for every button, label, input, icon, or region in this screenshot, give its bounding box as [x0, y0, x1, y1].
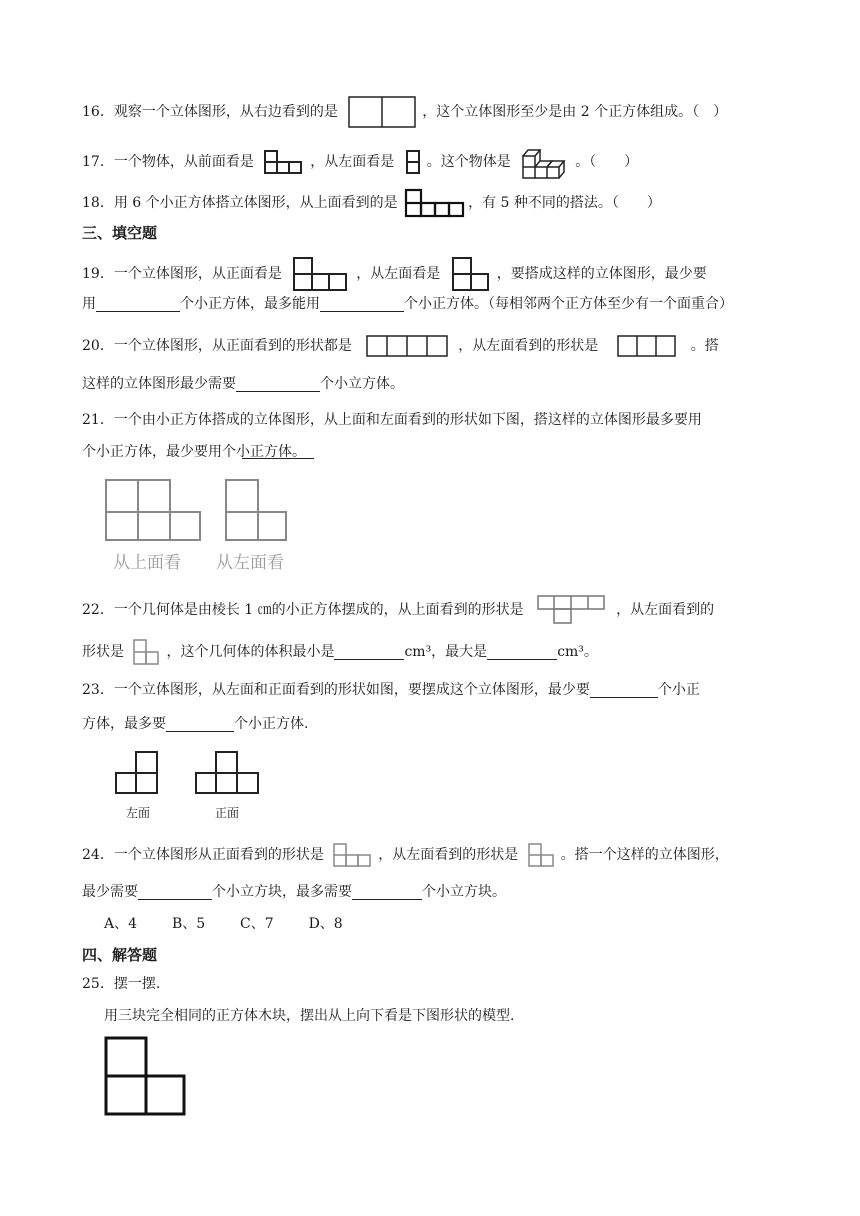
option-c[interactable]: C、7	[240, 916, 274, 932]
three-square-row-icon	[617, 334, 677, 358]
option-b[interactable]: B、5	[171, 916, 206, 932]
question-20: 20．一个立体图形，从正面看到的形状都是 ，从左面看到的形状是 。搭	[82, 334, 719, 358]
question-22: 22．一个几何体是由棱长 1 ㎝的小正方体摆成的，从上面看到的形状是 ，从左面看到的	[82, 594, 714, 626]
top-view-model-figure	[104, 1036, 188, 1118]
top-view-icon	[536, 594, 608, 626]
answer-blank[interactable]	[352, 885, 422, 900]
left-view-icon	[405, 149, 421, 175]
question-16: 16．观察一个立体图形，从右边看到的是 ，这个立体图形至少是由 2 个正方体组成。（ ）	[82, 96, 727, 128]
answer-blank[interactable]	[96, 297, 180, 312]
caption-left-view: 从左面看	[216, 553, 284, 573]
caption-front-side: 正面	[215, 806, 240, 820]
question-23: 23．一个立体图形，从左面和正面看到的形状如图，要摆成这个立体图形，最少要 个小正	[82, 682, 700, 698]
left-view-icon	[132, 638, 162, 666]
question-25: 25．摆一摆.	[82, 976, 161, 992]
answer-blank[interactable]	[320, 297, 404, 312]
section-heading-answer: 四、解答题	[82, 946, 158, 964]
four-square-row-icon	[366, 334, 448, 358]
answer-blank[interactable]	[242, 444, 314, 459]
question-24: 24．一个立体图形从正面看到的形状是 ，从左面看到的形状是 。搭一个这样的立体图形，	[82, 842, 729, 868]
question-20-line2: 这样的立体图形最少需要 个小立方体。	[82, 376, 404, 392]
question-23-line2: 方体，最多要 个小正方体.	[82, 716, 309, 732]
top-view-figure	[104, 478, 202, 544]
question-24-line2: 最少需要 个小立方块，最多需要 个小立方块。	[82, 884, 506, 900]
answer-blank[interactable]	[487, 645, 557, 660]
two-square-icon	[348, 96, 416, 128]
cube-stack-icon	[521, 144, 569, 180]
answer-blank[interactable]	[138, 885, 212, 900]
question-22-line2: 形状是 ，这个几何体的体积最小是 cm³，最大是 cm³。	[82, 638, 598, 666]
left-view-icon	[451, 256, 491, 292]
caption-left-side: 左面	[126, 806, 151, 820]
option-d[interactable]: D、8	[308, 916, 343, 932]
caption-top-view: 从上面看	[113, 553, 181, 573]
answer-options	[104, 914, 343, 934]
question-21-line2: 个小正方体，最少要用个小正方体。	[82, 442, 306, 462]
question-19: 19．一个立体图形，从正面看是 ，从左面看是 ，要搭成这样的立体图形，最少要	[82, 256, 707, 292]
question-19-line2: 用 个小正方体，最多能用 个小正方体。（每相邻两个正方体至少有一个面重合）	[82, 296, 733, 312]
front-view-icon	[332, 842, 374, 868]
question-17: 17．一个物体，从前面看是 ，从左面看是 。这个物体是 。（ ）	[82, 144, 638, 180]
front-view-icon	[264, 149, 304, 175]
top-view-icon	[404, 188, 466, 218]
section-heading-fill-blank: 三、填空题	[82, 224, 158, 242]
question-25-text: 用三块完全相同的正方体木块，摆出从上向下看是下图形状的模型.	[104, 1008, 515, 1024]
answer-blank[interactable]	[166, 717, 234, 732]
left-view-icon	[527, 842, 557, 868]
left-view-figure	[224, 478, 290, 544]
answer-blank[interactable]	[334, 645, 404, 660]
answer-blank[interactable]	[236, 377, 320, 392]
question-18: 18．用 6 个小正方体搭立体图形，从上面看到的是 ，有 5 种不同的搭法。（ ）	[82, 188, 661, 218]
option-a[interactable]: A、4	[104, 916, 138, 932]
front-view-figure	[194, 750, 262, 796]
left-side-view-figure	[114, 750, 162, 796]
front-view-icon	[292, 256, 350, 292]
answer-blank[interactable]	[590, 683, 658, 698]
question-21: 21．一个由小正方体搭成的立体图形，从上面和左面看到的形状如下图，搭这样的立体图形最多要用	[82, 412, 702, 428]
